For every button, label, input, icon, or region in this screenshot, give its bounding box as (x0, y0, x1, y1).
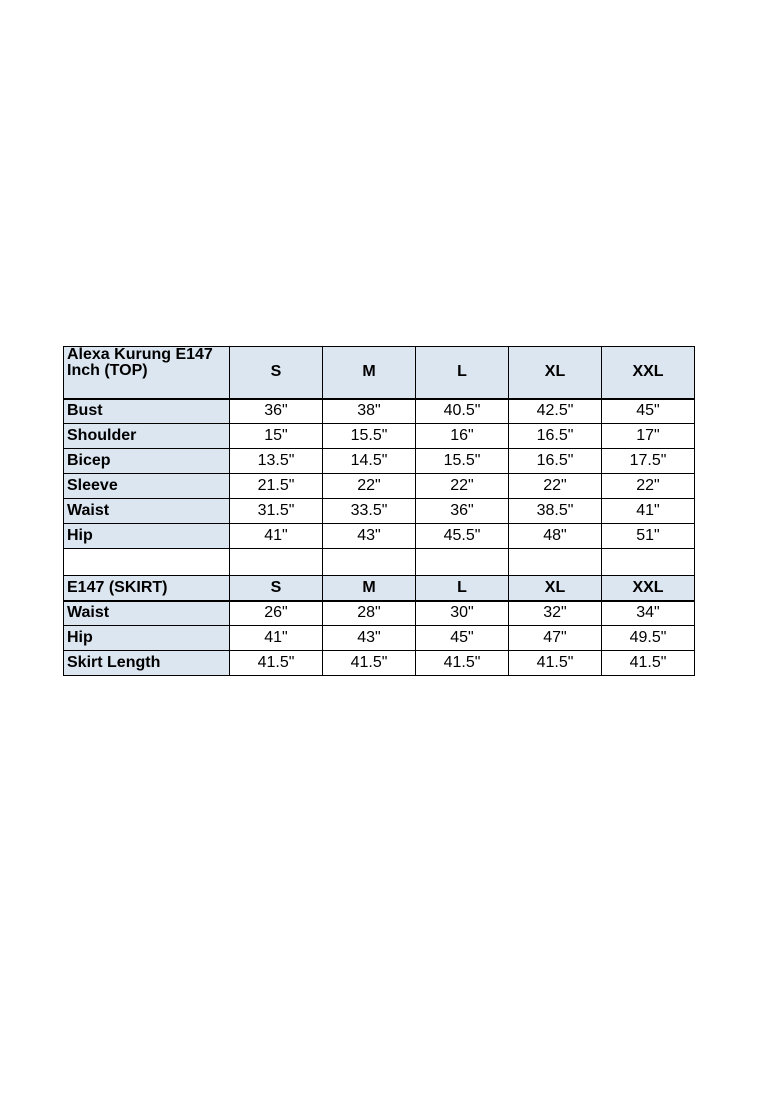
top-size-l: L (416, 347, 509, 399)
skirt-table-title: E147 (SKIRT) (64, 576, 230, 601)
top-size-s: S (230, 347, 323, 399)
table-row (64, 499, 695, 524)
table-cell: 33.5" (323, 499, 416, 524)
table-cell: 15.5" (416, 449, 509, 474)
row-label-waist: Waist (64, 499, 230, 524)
table-cell: 45.5" (416, 524, 509, 549)
skirt-header-row (64, 576, 695, 601)
top-title-line1: Alexa Kurung E147 (67, 346, 213, 363)
table-cell: 32" (509, 601, 602, 626)
skirt-size-s: S (230, 576, 323, 601)
table-cell: 40.5" (416, 399, 509, 424)
table-cell: 15.5" (323, 424, 416, 449)
top-size-m: M (323, 347, 416, 399)
row-label-skirt-length: Skirt Length (64, 651, 230, 676)
table-cell: 13.5" (230, 449, 323, 474)
table-row (64, 524, 695, 549)
table-cell: 41.5" (323, 651, 416, 676)
table-cell: 51" (602, 524, 695, 549)
table-row (64, 651, 695, 676)
blank-cell (230, 549, 323, 576)
table-cell: 17.5" (602, 449, 695, 474)
table-cell: 16.5" (509, 424, 602, 449)
table-cell: 41" (230, 524, 323, 549)
table-cell: 16.5" (509, 449, 602, 474)
table-cell: 22" (509, 474, 602, 499)
table-cell: 21.5" (230, 474, 323, 499)
skirt-size-xxl: XXL (602, 576, 695, 601)
blank-cell (64, 549, 230, 576)
top-header-row (64, 347, 695, 399)
table-cell: 41.5" (509, 651, 602, 676)
table-cell: 22" (323, 474, 416, 499)
table-cell: 38.5" (509, 499, 602, 524)
row-label-shoulder: Shoulder (64, 424, 230, 449)
blank-spacer-row (64, 549, 695, 576)
skirt-size-m: M (323, 576, 416, 601)
table-row (64, 399, 695, 424)
top-size-xl: XL (509, 347, 602, 399)
table-cell: 26" (230, 601, 323, 626)
table-cell: 43" (323, 524, 416, 549)
table-cell: 31.5" (230, 499, 323, 524)
row-label-skirt-waist: Waist (64, 601, 230, 626)
blank-cell (602, 549, 695, 576)
row-label-sleeve: Sleeve (64, 474, 230, 499)
table-cell: 22" (416, 474, 509, 499)
table-cell: 48" (509, 524, 602, 549)
table-cell: 41.5" (416, 651, 509, 676)
table-cell: 42.5" (509, 399, 602, 424)
table-cell: 47" (509, 626, 602, 651)
table-row (64, 626, 695, 651)
table-cell: 41.5" (602, 651, 695, 676)
top-table-title (64, 347, 230, 399)
table-cell: 36" (230, 399, 323, 424)
top-size-xxl: XXL (602, 347, 695, 399)
table-cell: 22" (602, 474, 695, 499)
blank-cell (416, 549, 509, 576)
table-cell: 49.5" (602, 626, 695, 651)
top-title-line2: Inch (TOP) (67, 362, 148, 379)
row-label-bicep: Bicep (64, 449, 230, 474)
table-cell: 16" (416, 424, 509, 449)
table-row (64, 449, 695, 474)
blank-cell (509, 549, 602, 576)
table-cell: 45" (602, 399, 695, 424)
table-row (64, 424, 695, 449)
table-row (64, 601, 695, 626)
table-cell: 14.5" (323, 449, 416, 474)
table-cell: 17" (602, 424, 695, 449)
size-chart-table (63, 346, 695, 676)
row-label-hip: Hip (64, 524, 230, 549)
table-cell: 30" (416, 601, 509, 626)
skirt-size-l: L (416, 576, 509, 601)
table-cell: 15" (230, 424, 323, 449)
table-cell: 41.5" (230, 651, 323, 676)
table-cell: 38" (323, 399, 416, 424)
table-cell: 41" (602, 499, 695, 524)
table-cell: 41" (230, 626, 323, 651)
table-cell: 36" (416, 499, 509, 524)
table-cell: 43" (323, 626, 416, 651)
blank-cell (323, 549, 416, 576)
table-cell: 28" (323, 601, 416, 626)
row-label-skirt-hip: Hip (64, 626, 230, 651)
skirt-size-xl: XL (509, 576, 602, 601)
table-cell: 34" (602, 601, 695, 626)
table-cell: 45" (416, 626, 509, 651)
table-row (64, 474, 695, 499)
row-label-bust: Bust (64, 399, 230, 424)
